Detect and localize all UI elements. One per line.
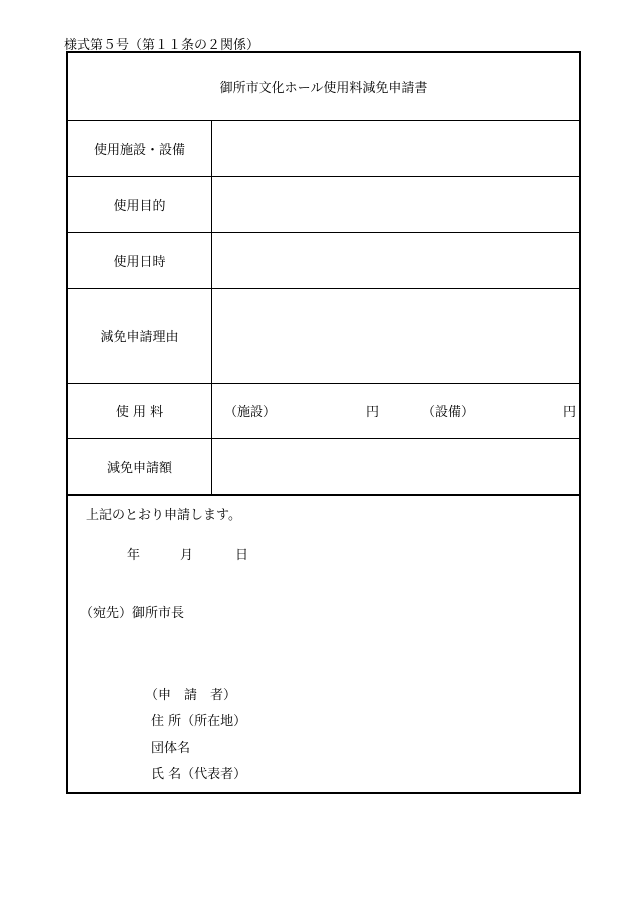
year-label: 年 [127, 548, 141, 563]
addressee: （宛先）御所市長 [80, 606, 185, 621]
purpose-label: 使用目的 [68, 176, 212, 232]
reduction-amount-label: 減免申請額 [68, 438, 212, 494]
facility-label: 使用施設・設備 [68, 120, 212, 176]
reason-label: 減免申請理由 [68, 288, 212, 383]
datetime-field[interactable] [212, 232, 579, 288]
month-label: 月 [180, 548, 194, 563]
fee-equipment-yen: 円 [563, 405, 577, 420]
row-reduction-amount [68, 438, 579, 496]
organization-label: 団体名 [151, 741, 191, 756]
row-reason [68, 288, 579, 384]
day-label: 日 [235, 548, 249, 563]
datetime-label: 使用日時 [68, 232, 212, 288]
form-number-label: 様式第５号（第１１条の２関係） [64, 38, 260, 53]
row-purpose [68, 176, 579, 233]
row-facility [68, 120, 579, 177]
application-form [66, 51, 581, 794]
applicant-heading: （申 請 者） [145, 688, 237, 703]
row-fee [68, 383, 579, 439]
fee-equipment-label: （設備） [422, 405, 475, 420]
facility-field[interactable] [212, 120, 579, 176]
purpose-field[interactable] [212, 176, 579, 232]
fee-facility-label: （施設） [224, 405, 277, 420]
declaration-statement: 上記のとおり申請します。 [86, 508, 241, 523]
address-label: 住 所（所在地） [151, 714, 247, 729]
representative-name-label: 氏 名（代表者） [151, 767, 247, 782]
fee-field[interactable] [212, 383, 579, 438]
form-title: 御所市文化ホール使用料減免申請書 [68, 53, 579, 121]
reduction-amount-field[interactable] [212, 438, 579, 494]
fee-label: 使 用 料 [68, 383, 212, 438]
row-datetime [68, 232, 579, 289]
fee-facility-yen: 円 [366, 405, 380, 420]
reason-field[interactable] [212, 288, 579, 383]
